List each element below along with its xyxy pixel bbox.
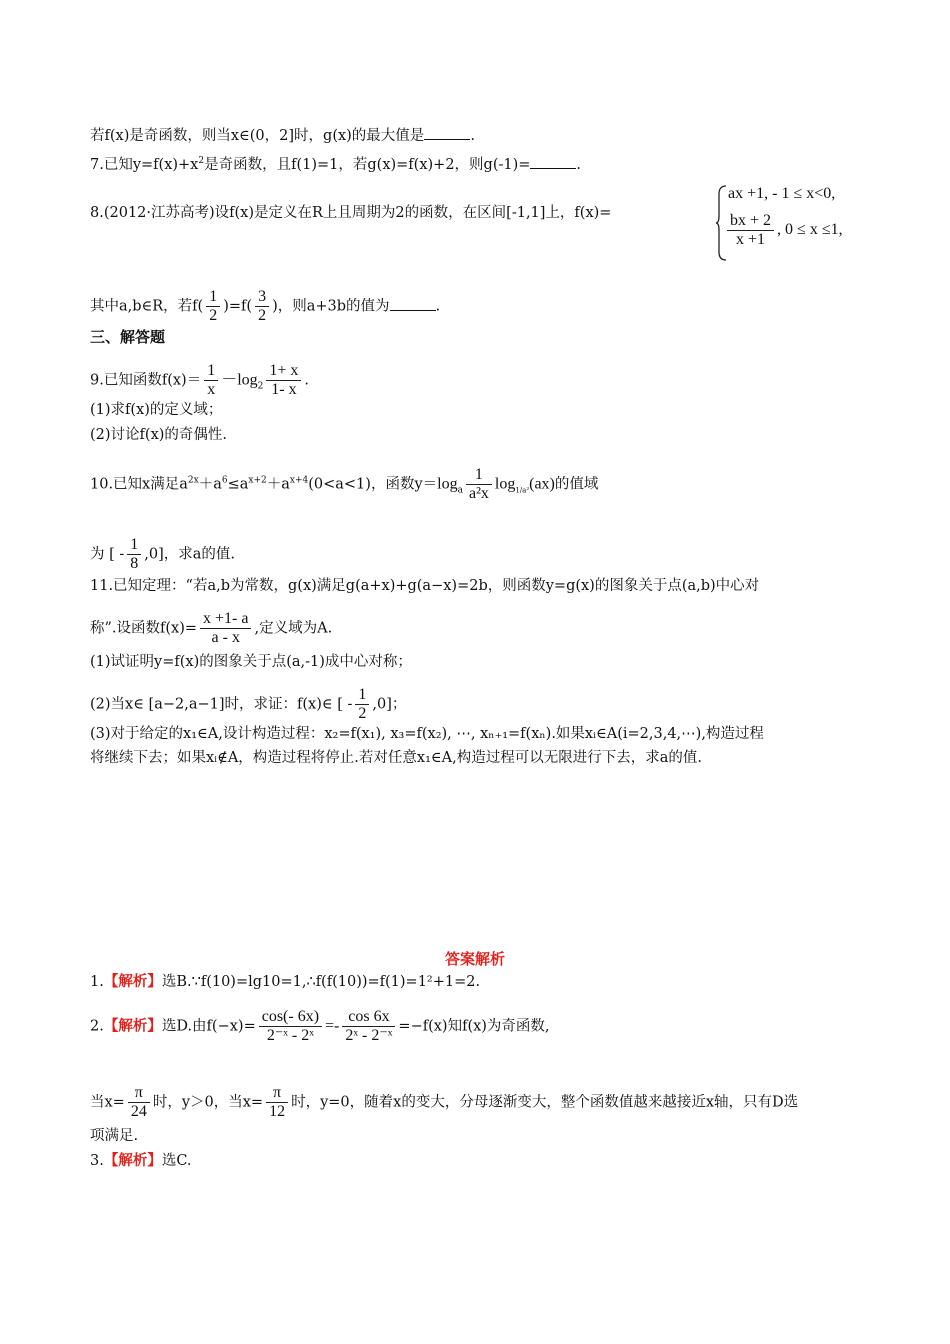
answer-2-end: 项满足.	[90, 1128, 139, 1144]
answer-blank	[424, 125, 470, 140]
question-8-condition: 其中a,b∈R，若f( $\frac{1}{2}$ )=f( $\frac{3}{2}$ )，则a+3b的值为 .	[90, 288, 441, 324]
section-heading: 三、解答题	[90, 328, 166, 346]
question-9-part-1: (1)求f(x)的定义域；	[90, 402, 223, 418]
question-7: 7.已知$y=f(x)+x^2$是奇函数，且f(1)=1，若g(x)=f(x)+2，则g(-1)= .	[90, 151, 581, 175]
question-9-part-2: (2)讨论f(x)的奇偶性.	[90, 427, 228, 443]
question-8: 8.(2012·江苏高考)设f(x)是定义在R上且周期为2的函数，在区间[-1,1]上，f(x)=	[90, 205, 612, 221]
answer-1: 1.【解析】选B.∵f(10)=lg10=1,∴f(f(10))=f(1)=1²+1=2.	[90, 974, 481, 990]
piecewise-function	[716, 184, 866, 262]
analysis-tag: 【解析】	[103, 1018, 162, 1035]
piece-case-2: $\frac{bx + 2}{x +1}$ , 0 ≤ x ≤1,	[724, 212, 843, 249]
question-11-part-3-cont: 将继续下去；如果xᵢ∉A，构造过程将停止.若对任意x₁∈A,构造过程可以无限进行下去，求a的值.	[90, 750, 702, 766]
answers-title: 答案解析	[444, 950, 505, 968]
question-11-part-1: (1)试证明y=f(x)的图象关于点(a,-1)成中心对称；	[90, 654, 412, 670]
question-11-part-2: (2)当x∈ [a−2,a−1]时，求证：f(x)∈ [ - $\frac{1}{2}$ ,0]；	[90, 686, 407, 722]
analysis-tag: 【解析】	[103, 974, 162, 990]
question-10: 10.已知x满足$a^{2x}+a^6\le a^{x+2}+a^{x+4}(0<a<1)$，函数$y=\log_a$ $\frac{1}{\text{a²x}}$ $\log_{1/a^2}(ax)$的值域	[90, 466, 599, 502]
answer-blank	[530, 154, 576, 169]
question-11-part-3: (3)对于给定的x₁∈A,设计构造过程：x₂=f(x₁), x₃=f(x₂), ⋯, xₙ₊₁=f(xₙ).如果xᵢ∈A(i=2,3,4,⋯),构造过程	[90, 726, 764, 742]
question-9: 9.已知函数f(x)＝ $\frac{1}{x}$ $-\log_2$ $\frac{1+ x}{1- x}$ .	[90, 362, 310, 398]
piece-case-1: ax +1, - 1 ≤ x<0,	[728, 185, 836, 202]
question-6-tail: 若f(x)是奇函数，则当x∈(0，2]时，g(x)的最大值是 .	[90, 125, 475, 146]
question-11: 11.已知定理：“若a,b为常数，g(x)满足g(a+x)+g(a−x)=2b，则函数y=g(x)的图象关于点(a,b)中心对	[90, 578, 760, 594]
answer-2: 2.【解析】选D.由f(−x)= $\frac{\cos(- 6x)}{\text{2⁻ˣ - 2ˣ}}$ =- $\frac{\cos 6x}{\text{2ˣ - 2⁻ˣ}}$ =−f(x)知f(x)为奇函数,	[90, 1008, 550, 1044]
question-10-range: 为 [ - $\frac{1}{8}$ ,0]，求a的值.	[90, 536, 236, 572]
answer-blank	[390, 296, 436, 311]
analysis-tag: 【解析】	[103, 1153, 162, 1169]
answer-3: 3.【解析】选C.	[90, 1153, 192, 1169]
answer-2-cont: 当x= $\frac{\pi}{24}$ 时，y＞0，当x= $\frac{\pi}{12}$ 时，y=0，随着x的变大，分母逐渐变大，整个函数值越来越接近x轴，只有D选	[90, 1084, 799, 1120]
question-11-function: 称”.设函数f(x)= $\frac{x +1- a}{a - x}$ ,定义域为A.	[90, 610, 333, 646]
